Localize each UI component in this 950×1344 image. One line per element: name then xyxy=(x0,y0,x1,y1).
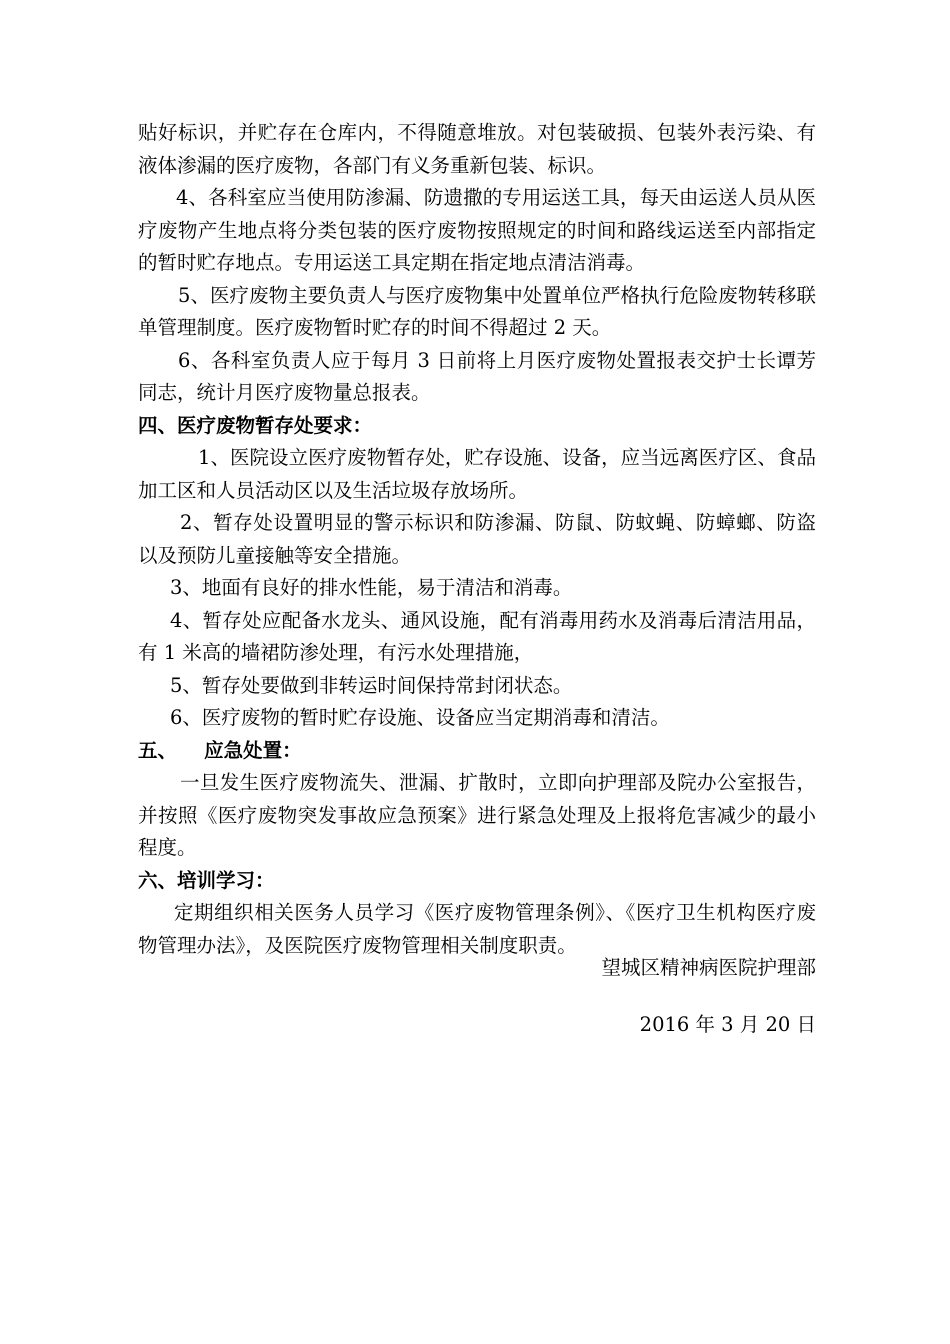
paragraph-3: 5、医疗废物主要负责人与医疗废物集中处置单位严格执行危险废物转移联单管理制度。医疗废物暂时贮存的时间不得超过 2 天。 xyxy=(138,283,816,339)
paragraph-6: 2、暂存处设置明显的警示标识和防渗漏、防鼠、防蚊蝇、防蟑螂、防盗以及预防儿童接触等安全措施。 xyxy=(138,511,816,567)
paragraph-9: 5、暂存处要做到非转运时间保持常封闭状态。 xyxy=(170,673,573,697)
section-heading-4: 四、医疗废物暂存处要求： xyxy=(138,413,373,437)
paragraph-4: 6、各科室负责人应于每月 3 日前将上月医疗废物处置报表交护士长谭芳同志，统计月医疗废物量总报表。 xyxy=(138,348,816,404)
section-heading-5: 五、 应急处置： xyxy=(138,738,302,762)
document-body xyxy=(138,117,816,962)
paragraph-1: 贴好标识，并贮存在仓库内，不得随意堆放。对包装破损、包装外表污染、有液体渗漏的医疗废物，各部门有义务重新包装、标识。 xyxy=(138,121,816,177)
section-heading-6: 六、培训学习： xyxy=(138,868,275,892)
paragraph-12: 定期组织相关医务人员学习《医疗废物管理条例》、《医疗卫生机构医疗废物管理办法》，及医院医疗废物管理相关制度职责。 xyxy=(138,901,816,957)
signature-org: 望城区精神病医院护理部 xyxy=(601,956,816,979)
paragraph-2: 4、各科室应当使用防渗漏、防遗撒的专用运送工具，每天由运送人员从医疗废物产生地点将分类包装的医疗废物按照规定的时间和路线运送至内部指定的暂时贮存地点。专用运送工具定期在指定地点清洁消毒。 xyxy=(138,186,816,274)
paragraph-11: 一旦发生医疗废物流失、泄漏、扩散时，立即向护理部及院办公室报告，并按照《医疗废物突发事故应急预案》进行紧急处理及上报将危害减少的最小程度。 xyxy=(138,771,816,859)
paragraph-7: 3、地面有良好的排水性能，易于清洁和消毒。 xyxy=(170,576,573,599)
paragraph-8: 4、暂存处应配备水龙头、通风设施，配有消毒用药水及消毒后清洁用品，有 1 米高的墙裙防渗处理，有污水处理措施， xyxy=(138,608,816,664)
signature-date: 2016 年 3 月 20 日 xyxy=(639,1013,816,1036)
paragraph-5: 1、医院设立医疗废物暂存处，贮存设施、设备，应当远离医疗区、食品加工区和人员活动区以及生活垃圾存放场所。 xyxy=(138,446,816,502)
paragraph-10: 6、医疗废物的暂时贮存设施、设备应当定期消毒和清洁。 xyxy=(170,706,670,729)
